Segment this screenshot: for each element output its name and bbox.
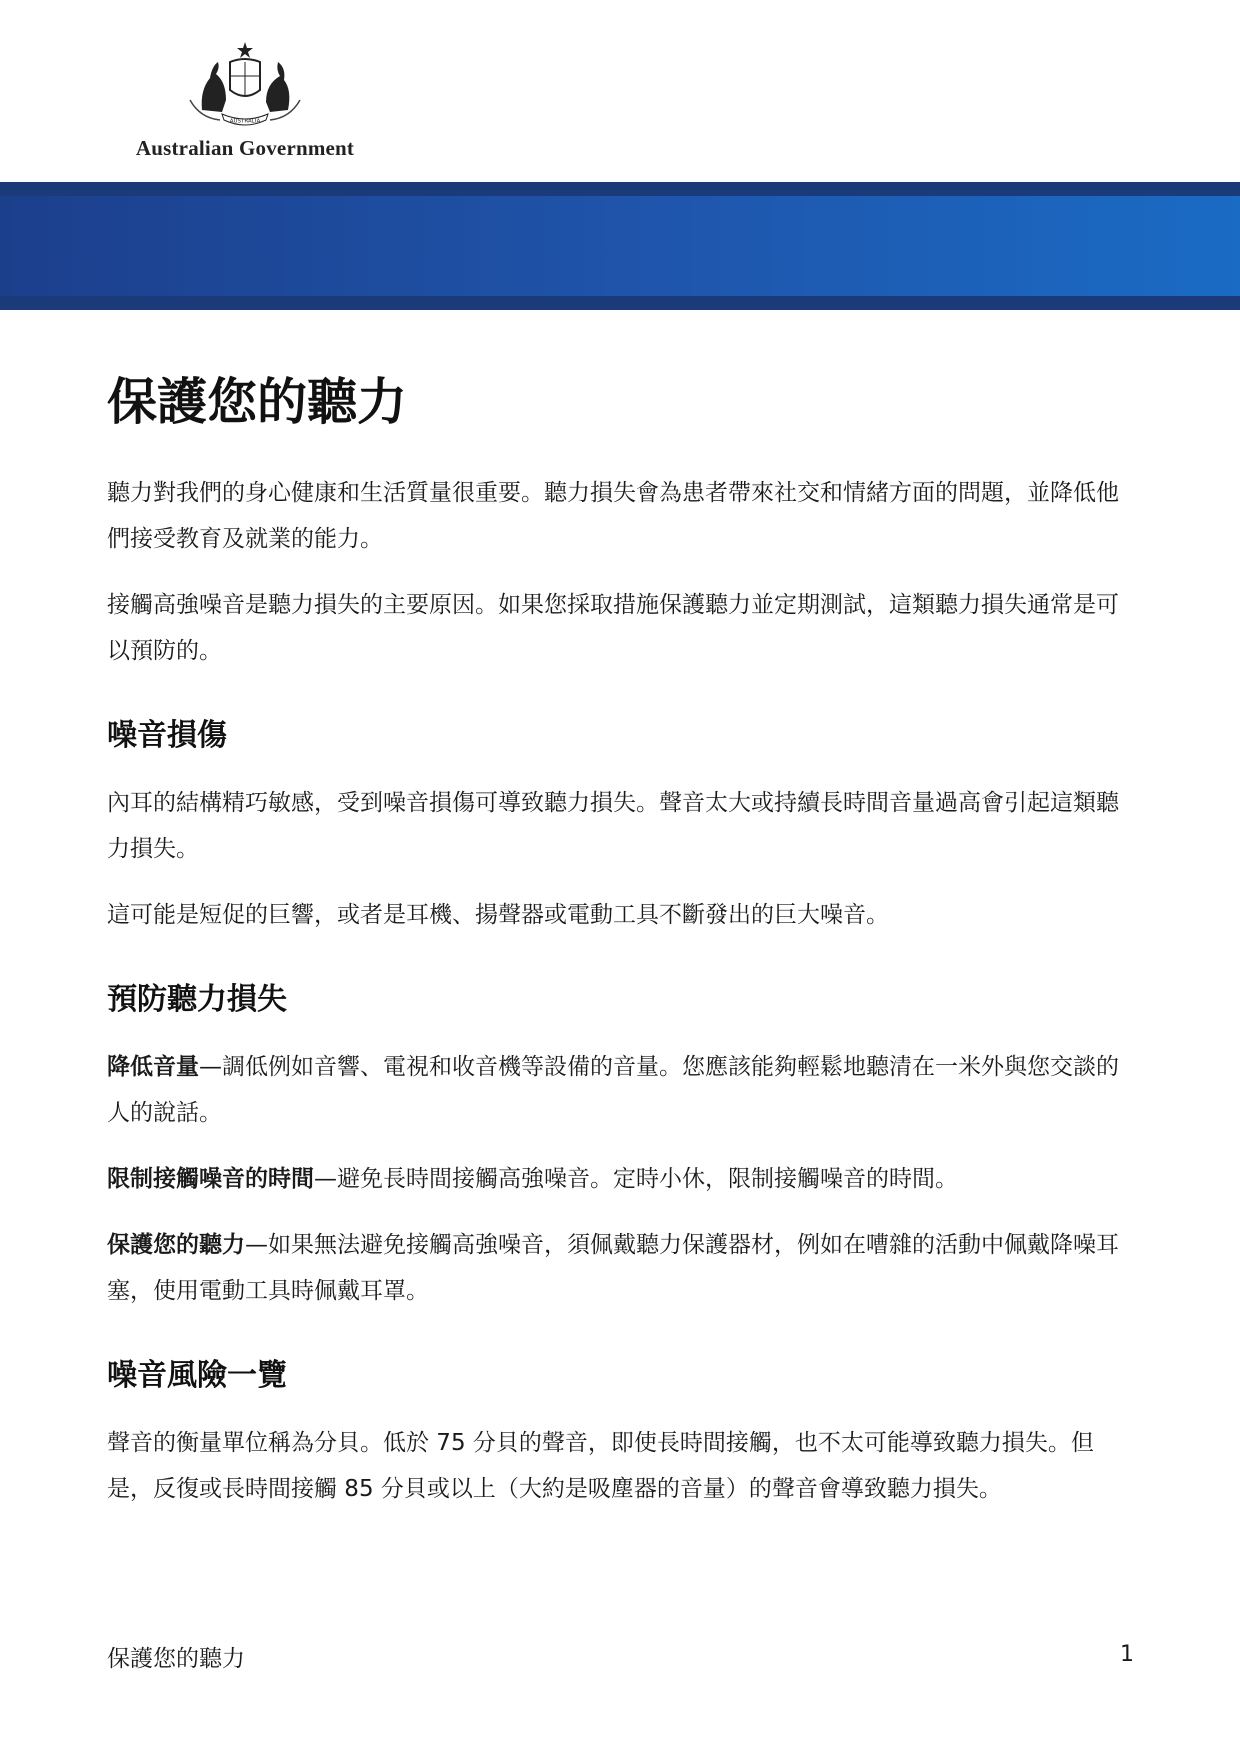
body-paragraph: 聲音的衡量單位稱為分貝。低於 75 分貝的聲音，即使長時間接觸，也不太可能導致聽力損失。但是，反復或長時間接觸 85 分貝或以上（大約是吸塵器的音量）的聲音會導致聽力損失。 [107, 1430, 1094, 1502]
organization-name: Australian Government [135, 136, 355, 160]
header-banner-gradient [0, 196, 1240, 296]
tip-item [107, 1222, 1137, 1314]
page-number: 1 [1120, 1642, 1134, 1667]
section-heading-noise-risk: 噪音風險一覽 [107, 1358, 287, 1393]
intro-paragraph: 接觸高強噪音是聽力損失的主要原因。如果您採取措施保護聽力並定期測試，這類聽力損失通常是可以預防的。 [107, 592, 1119, 664]
footer-title: 保護您的聽力 [107, 1646, 245, 1672]
tip-item [107, 1044, 1137, 1136]
intro-paragraph: 聽力對我們的身心健康和生活質量很重要。聽力損失會為患者帶來社交和情緒方面的問題，並降低他們接受教育及就業的能力。 [107, 480, 1119, 552]
coat-of-arms-icon [180, 40, 310, 130]
crest-ribbon-text: AUSTRALIA [229, 118, 261, 125]
tip-lead: 保護您的聽力 [107, 1232, 245, 1258]
government-logo [120, 40, 370, 161]
tip-lead: 降低音量 [107, 1054, 199, 1080]
section-heading-prevent-hearing-loss: 預防聽力損失 [107, 982, 287, 1017]
page-title: 保護您的聽力 [107, 373, 407, 431]
section-heading-noise-damage: 噪音損傷 [107, 718, 227, 753]
document-body [107, 375, 1137, 1532]
tip-item [107, 1156, 1137, 1202]
tip-text: —避免長時間接觸高強噪音。定時小休，限制接觸噪音的時間。 [314, 1166, 958, 1192]
tip-lead: 限制接觸噪音的時間 [107, 1166, 314, 1192]
body-paragraph: 內耳的結構精巧敏感，受到噪音損傷可導致聽力損失。聲音太大或持續長時間音量過高會引起這類聽力損失。 [107, 790, 1119, 862]
tip-text: —調低例如音響、電視和收音機等設備的音量。您應該能夠輕鬆地聽清在一米外與您交談的人的說話。 [107, 1054, 1119, 1126]
body-paragraph: 這可能是短促的巨響，或者是耳機、揚聲器或電動工具不斷發出的巨大噪音。 [107, 902, 889, 928]
header-banner [0, 182, 1240, 310]
tip-text: —如果無法避免接觸高強噪音，須佩戴聽力保護器材，例如在嘈雜的活動中佩戴降噪耳塞，使用電動工具時佩戴耳罩。 [107, 1232, 1119, 1304]
